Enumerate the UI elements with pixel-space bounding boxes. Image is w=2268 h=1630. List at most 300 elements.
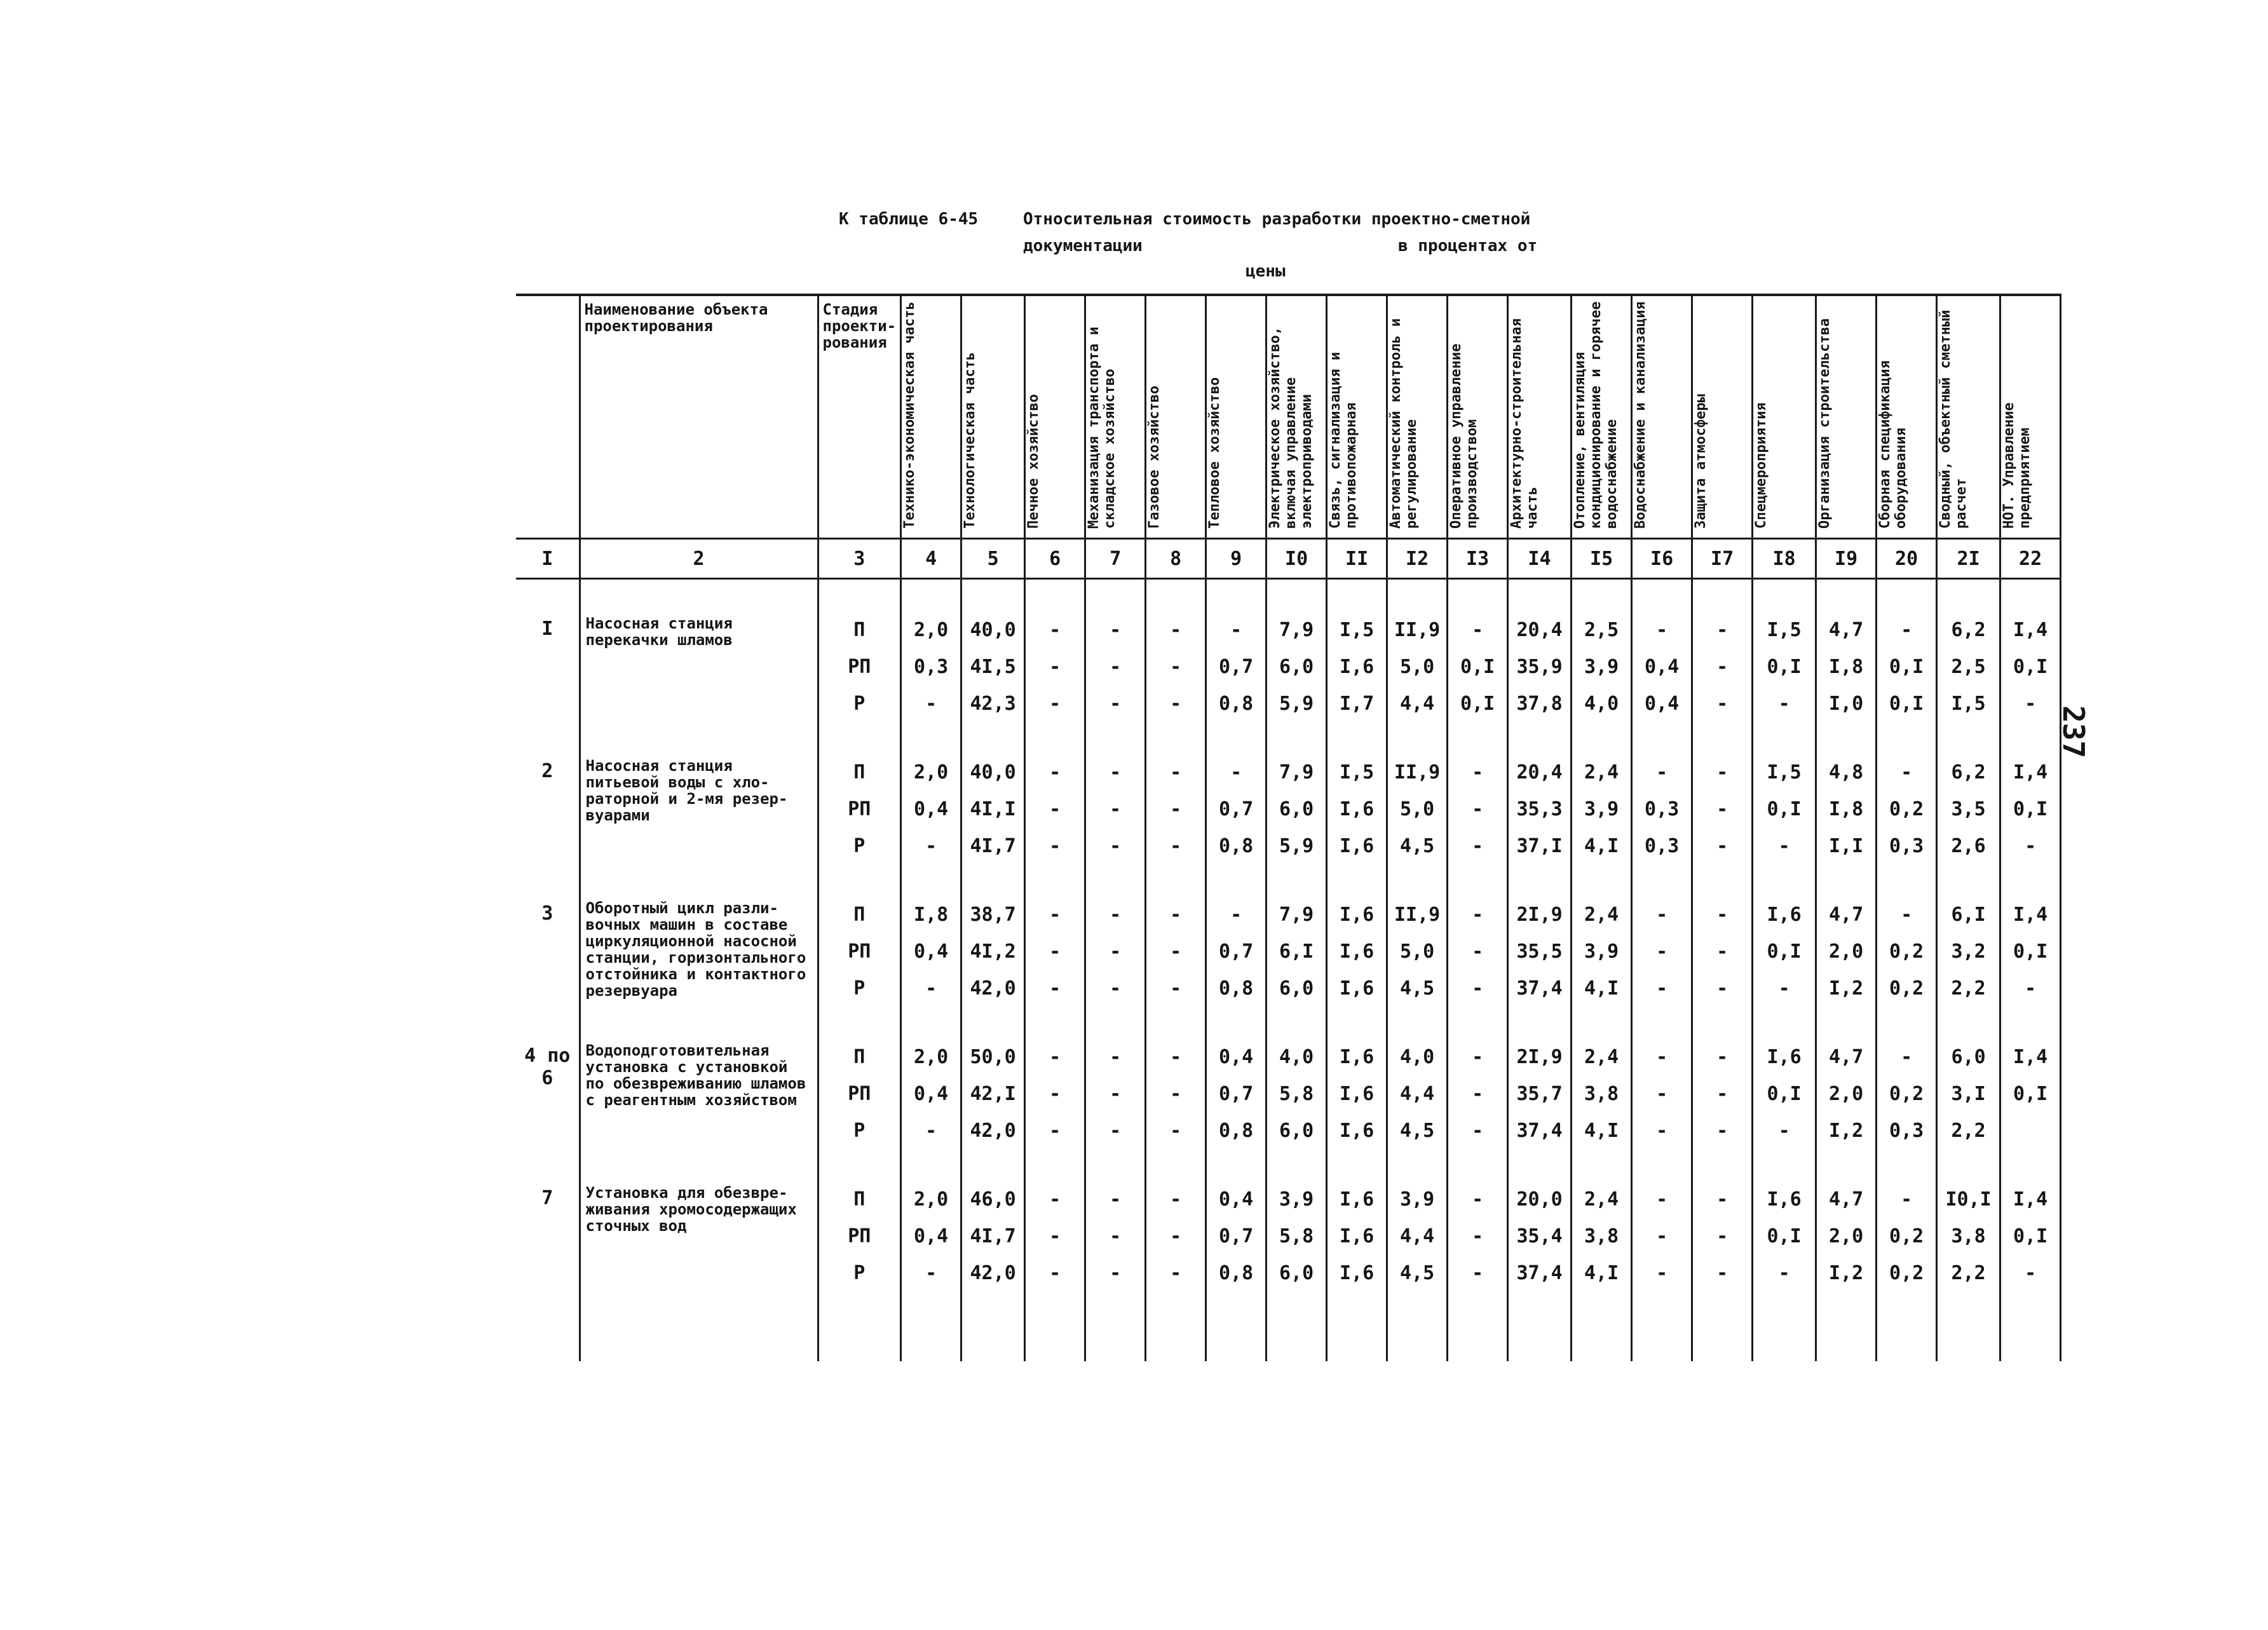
value-cell: - xyxy=(1632,1254,1692,1291)
spacer-cell xyxy=(1387,579,1448,612)
value-cell: II,9 xyxy=(1387,611,1448,648)
value-cell: 20,0 xyxy=(1508,1181,1572,1218)
spacer-cell xyxy=(818,1291,901,1361)
stage-cell: П xyxy=(818,1038,901,1075)
value-cell: 4,8 xyxy=(1816,754,1877,791)
value-cell: - xyxy=(1692,685,1753,722)
spacer-cell xyxy=(1753,864,1816,896)
column-number: 4 xyxy=(901,539,961,579)
stage-cell: Р xyxy=(818,1254,901,1291)
value-cell: 35,4 xyxy=(1508,1218,1572,1254)
column-number: I0 xyxy=(1266,539,1327,579)
value-cell: I,6 xyxy=(1327,791,1387,827)
value-cell: - xyxy=(1025,1075,1085,1112)
value-cell: I,6 xyxy=(1753,896,1816,933)
spacer-cell xyxy=(901,1291,961,1361)
spacer-cell xyxy=(1937,722,2000,754)
header-cell-rotated: Механизация транспорта и складское хозяйство xyxy=(1085,295,1146,539)
spacer-cell xyxy=(516,579,580,612)
spacer-cell xyxy=(1327,1149,1387,1181)
value-cell: - xyxy=(1692,827,1753,864)
value-cell: 3,8 xyxy=(1937,1218,2000,1254)
header-cell-rotated: Газовое хозяйство xyxy=(1146,295,1206,539)
spacer-cell xyxy=(961,579,1025,612)
spacer-cell xyxy=(1572,722,1632,754)
header-cell-stage xyxy=(818,295,901,539)
spacer-cell xyxy=(961,1149,1025,1181)
spacer-cell xyxy=(1937,864,2000,896)
table-title-line2b: в процентах от xyxy=(1398,236,1538,255)
value-cell: 0,2 xyxy=(1877,791,1937,827)
value-cell: 2,4 xyxy=(1572,1038,1632,1075)
spacer-cell xyxy=(1327,1007,1387,1038)
value-cell: 6,I xyxy=(1266,933,1327,970)
value-cell: - xyxy=(1632,1112,1692,1149)
spacer-cell xyxy=(1266,722,1327,754)
value-cell: - xyxy=(1146,1218,1206,1254)
value-cell: 0,4 xyxy=(1206,1181,1266,1218)
value-cell: - xyxy=(1025,1112,1085,1149)
spacer-cell xyxy=(580,1149,818,1181)
spacer-cell xyxy=(1387,1149,1448,1181)
spacer-cell xyxy=(516,1007,580,1038)
value-cell: 0,3 xyxy=(901,648,961,685)
value-cell: 0,8 xyxy=(1206,1254,1266,1291)
value-cell: I,6 xyxy=(1327,1181,1387,1218)
spacer-cell xyxy=(1877,1291,1937,1361)
spacer-cell xyxy=(1025,864,1085,896)
value-cell: - xyxy=(1753,1254,1816,1291)
value-cell: I,6 xyxy=(1327,970,1387,1007)
value-cell: - xyxy=(1632,611,1692,648)
value-cell: 42,0 xyxy=(961,1254,1025,1291)
header-label: Стадия проектирования xyxy=(822,301,897,351)
spacer-cell xyxy=(818,1007,901,1038)
value-cell: I,2 xyxy=(1816,1254,1877,1291)
spacer-row xyxy=(516,722,2061,754)
value-cell: 0,3 xyxy=(1877,1112,1937,1149)
value-cell: I,6 xyxy=(1327,896,1387,933)
value-cell: 0,I xyxy=(2000,648,2061,685)
object-number: 3 xyxy=(516,896,580,1007)
value-cell: 0,2 xyxy=(1877,933,1937,970)
spacer-cell xyxy=(901,1149,961,1181)
spacer-cell xyxy=(1025,1291,1085,1361)
value-cell: - xyxy=(1448,1254,1508,1291)
value-cell: - xyxy=(1085,970,1146,1007)
value-cell: - xyxy=(1448,1218,1508,1254)
value-cell: - xyxy=(1146,970,1206,1007)
value-cell: - xyxy=(1753,685,1816,722)
spacer-cell xyxy=(1327,722,1387,754)
value-cell: - xyxy=(1632,754,1692,791)
value-cell xyxy=(2000,1112,2061,1149)
spacer-cell xyxy=(1692,864,1753,896)
value-cell: - xyxy=(1448,1038,1508,1075)
value-cell: I,5 xyxy=(1753,611,1816,648)
value-cell: - xyxy=(1146,1038,1206,1075)
value-cell: - xyxy=(1692,611,1753,648)
value-cell: 0,I xyxy=(1753,1218,1816,1254)
spacer-cell xyxy=(1025,1149,1085,1181)
value-cell: 0,I xyxy=(2000,1075,2061,1112)
value-cell: 0,4 xyxy=(901,791,961,827)
spacer-cell xyxy=(1206,579,1266,612)
value-cell: - xyxy=(1025,970,1085,1007)
spacer-cell xyxy=(2000,1007,2061,1038)
spacer-cell xyxy=(1025,722,1085,754)
value-cell: 5,0 xyxy=(1387,791,1448,827)
value-cell: 4I,7 xyxy=(961,827,1025,864)
value-cell: 5,9 xyxy=(1266,827,1327,864)
value-cell: 0,I xyxy=(1753,933,1816,970)
object-number: 7 xyxy=(516,1181,580,1291)
spacer-cell xyxy=(1146,864,1206,896)
value-cell: I,6 xyxy=(1753,1038,1816,1075)
value-cell: - xyxy=(1448,970,1508,1007)
value-cell: 2,4 xyxy=(1572,1181,1632,1218)
spacer-cell xyxy=(2000,579,2061,612)
value-cell: 6,I xyxy=(1937,896,2000,933)
value-cell: 4I,7 xyxy=(961,1218,1025,1254)
value-cell: 2,0 xyxy=(1816,1075,1877,1112)
value-cell: 3,9 xyxy=(1572,791,1632,827)
spacer-cell xyxy=(1816,1149,1877,1181)
value-cell: 6,0 xyxy=(1266,970,1327,1007)
value-cell: - xyxy=(1085,1038,1146,1075)
value-cell: - xyxy=(1448,791,1508,827)
column-number-row xyxy=(516,539,2061,579)
spacer-cell xyxy=(1572,1291,1632,1361)
value-cell: 4,I xyxy=(1572,1112,1632,1149)
spacer-cell xyxy=(580,579,818,612)
value-cell: 0,4 xyxy=(1206,1038,1266,1075)
value-cell: 2,2 xyxy=(1937,970,2000,1007)
column-number: 22 xyxy=(2000,539,2061,579)
value-cell: 4,7 xyxy=(1816,611,1877,648)
spacer-cell xyxy=(2000,864,2061,896)
header-cell-rotated: Технологическая часть xyxy=(961,295,1025,539)
value-cell: 0,I xyxy=(1448,648,1508,685)
value-cell: - xyxy=(1632,1218,1692,1254)
value-cell: 0,8 xyxy=(1206,685,1266,722)
spacer-cell xyxy=(1266,1149,1327,1181)
header-cell-rotated: Печное хозяйство xyxy=(1025,295,1085,539)
value-cell: 2I,9 xyxy=(1508,896,1572,933)
value-cell: - xyxy=(1085,685,1146,722)
value-cell: 4,I xyxy=(1572,970,1632,1007)
value-cell: 0,7 xyxy=(1206,791,1266,827)
value-cell: - xyxy=(1146,611,1206,648)
column-number: 8 xyxy=(1146,539,1206,579)
value-cell: - xyxy=(1877,896,1937,933)
table-row xyxy=(516,896,2061,933)
spacer-cell xyxy=(1816,864,1877,896)
spacer-cell xyxy=(1508,579,1572,612)
table-row xyxy=(516,754,2061,791)
value-cell: 7,9 xyxy=(1266,611,1327,648)
value-cell: 4I,I xyxy=(961,791,1025,827)
value-cell: - xyxy=(1632,896,1692,933)
spacer-cell xyxy=(1146,1007,1206,1038)
spacer-cell xyxy=(1937,1291,2000,1361)
spacer-cell xyxy=(580,722,818,754)
value-cell: I,8 xyxy=(901,896,961,933)
value-cell: 0,I xyxy=(1753,791,1816,827)
value-cell: 6,0 xyxy=(1937,1038,2000,1075)
value-cell: - xyxy=(2000,1254,2061,1291)
header-cell-rotated: Сводный, объектный сметный расчет xyxy=(1937,295,2000,539)
spacer-cell xyxy=(1025,579,1085,612)
spacer-cell xyxy=(1448,579,1508,612)
spacer-cell xyxy=(961,722,1025,754)
spacer-cell xyxy=(1085,579,1146,612)
column-number: 3 xyxy=(818,539,901,579)
value-cell: - xyxy=(2000,970,2061,1007)
value-cell: - xyxy=(1448,1075,1508,1112)
value-cell: 0,7 xyxy=(1206,1075,1266,1112)
value-cell: - xyxy=(1692,648,1753,685)
value-cell: I,0 xyxy=(1816,685,1877,722)
stage-cell: П xyxy=(818,896,901,933)
value-cell: 0,I xyxy=(2000,1218,2061,1254)
stage-cell: Р xyxy=(818,970,901,1007)
value-cell: 42,3 xyxy=(961,685,1025,722)
value-cell: 2,0 xyxy=(1816,1218,1877,1254)
table-row xyxy=(516,611,2061,648)
value-cell: - xyxy=(1025,685,1085,722)
value-cell: - xyxy=(1448,827,1508,864)
spacer-cell xyxy=(1206,864,1266,896)
value-cell: 2,0 xyxy=(901,1038,961,1075)
spacer-cell xyxy=(1085,1291,1146,1361)
column-number: I8 xyxy=(1753,539,1816,579)
value-cell: 3,5 xyxy=(1937,791,2000,827)
value-cell: - xyxy=(1025,896,1085,933)
spacer-cell xyxy=(1508,1149,1572,1181)
spacer-cell xyxy=(1206,722,1266,754)
value-cell: 6,0 xyxy=(1266,791,1327,827)
value-cell: 50,0 xyxy=(961,1038,1025,1075)
value-cell: 0,I xyxy=(1448,685,1508,722)
value-cell: 6,2 xyxy=(1937,611,2000,648)
value-cell: - xyxy=(1692,896,1753,933)
header-cell-rotated: Тепловое хозяйство xyxy=(1206,295,1266,539)
value-cell: 3,9 xyxy=(1387,1181,1448,1218)
value-cell: - xyxy=(1632,933,1692,970)
value-cell: - xyxy=(901,970,961,1007)
value-cell: 2,6 xyxy=(1937,827,2000,864)
column-number: 7 xyxy=(1085,539,1146,579)
value-cell: I,4 xyxy=(2000,1181,2061,1218)
value-cell: 4,I xyxy=(1572,1254,1632,1291)
value-cell: 2,0 xyxy=(901,754,961,791)
spacer-cell xyxy=(1327,1291,1387,1361)
value-cell: 4,7 xyxy=(1816,1038,1877,1075)
spacer-row xyxy=(516,864,2061,896)
spacer-cell xyxy=(1753,722,1816,754)
value-cell: - xyxy=(1025,1218,1085,1254)
value-cell: I,6 xyxy=(1327,1075,1387,1112)
value-cell: 37,4 xyxy=(1508,970,1572,1007)
stage-cell: РП xyxy=(818,933,901,970)
spacer-cell xyxy=(1448,1291,1508,1361)
spacer-cell xyxy=(1206,1291,1266,1361)
spacer-cell xyxy=(1085,864,1146,896)
value-cell: - xyxy=(1146,791,1206,827)
value-cell: 20,4 xyxy=(1508,754,1572,791)
value-cell: 7,9 xyxy=(1266,754,1327,791)
page-number: 237 xyxy=(2056,705,2091,759)
object-number: I xyxy=(516,611,580,722)
spacer-row xyxy=(516,1149,2061,1181)
stage-cell: РП xyxy=(818,1075,901,1112)
object-name: Оборотный цикл разливочных машин в составе циркуляционной насосной станции, горизонтального отстойника и контактного резервуара xyxy=(580,896,818,1007)
value-cell: - xyxy=(1085,933,1146,970)
value-cell: - xyxy=(1146,827,1206,864)
value-cell: I,4 xyxy=(2000,1038,2061,1075)
value-cell: 37,8 xyxy=(1508,685,1572,722)
spacer-cell xyxy=(1937,579,2000,612)
value-cell: - xyxy=(1085,896,1146,933)
spacer-cell xyxy=(1387,722,1448,754)
spacer-cell xyxy=(1632,722,1692,754)
value-cell: 6,0 xyxy=(1266,648,1327,685)
value-cell: 4I,5 xyxy=(961,648,1025,685)
column-number: I4 xyxy=(1508,539,1572,579)
spacer-cell xyxy=(1632,1007,1692,1038)
value-cell: - xyxy=(1085,1075,1146,1112)
value-cell: - xyxy=(1025,611,1085,648)
column-number: 5 xyxy=(961,539,1025,579)
value-cell: 4,5 xyxy=(1387,970,1448,1007)
stage-cell: Р xyxy=(818,685,901,722)
spacer-cell xyxy=(1632,1149,1692,1181)
value-cell: I,5 xyxy=(1327,754,1387,791)
spacer-cell xyxy=(2000,1291,2061,1361)
column-number: 20 xyxy=(1877,539,1937,579)
value-cell: 0,I xyxy=(2000,933,2061,970)
value-cell: - xyxy=(1692,1038,1753,1075)
header-cell-rotated: Оперативное управление производством xyxy=(1448,295,1508,539)
object-name: Насосная станция питьевой воды с хлораторной и 2-мя резервуарами xyxy=(580,754,818,864)
column-number: I xyxy=(516,539,580,579)
value-cell: I,4 xyxy=(2000,896,2061,933)
header-cell-rotated: НОТ. Управление предприятием xyxy=(2000,295,2061,539)
value-cell: 46,0 xyxy=(961,1181,1025,1218)
value-cell: I,4 xyxy=(2000,611,2061,648)
value-cell: 0,4 xyxy=(1632,685,1692,722)
value-cell: - xyxy=(1692,1075,1753,1112)
value-cell: - xyxy=(1206,611,1266,648)
value-cell: - xyxy=(1692,754,1753,791)
value-cell: 35,3 xyxy=(1508,791,1572,827)
object-number: 4 по 6 xyxy=(516,1038,580,1149)
spacer-cell xyxy=(1266,864,1327,896)
spacer-cell xyxy=(961,864,1025,896)
spacer-cell xyxy=(1692,1291,1753,1361)
value-cell: - xyxy=(1632,1038,1692,1075)
value-cell: 37,4 xyxy=(1508,1254,1572,1291)
value-cell: 38,7 xyxy=(961,896,1025,933)
value-cell: - xyxy=(1146,896,1206,933)
value-cell: I,6 xyxy=(1327,1112,1387,1149)
value-cell: - xyxy=(1146,1254,1206,1291)
value-cell: - xyxy=(1146,933,1206,970)
spacer-cell xyxy=(1877,1007,1937,1038)
spacer-cell xyxy=(901,722,961,754)
spacer-cell xyxy=(1387,864,1448,896)
column-number: 9 xyxy=(1206,539,1266,579)
value-cell: 4,5 xyxy=(1387,1254,1448,1291)
value-cell: - xyxy=(1085,611,1146,648)
value-cell: - xyxy=(1025,1254,1085,1291)
value-cell: 4,5 xyxy=(1387,1112,1448,1149)
value-cell: 3,8 xyxy=(1572,1075,1632,1112)
value-cell: I,2 xyxy=(1816,970,1877,1007)
spacer-cell xyxy=(1085,1007,1146,1038)
value-cell: - xyxy=(1025,791,1085,827)
value-cell: 0,8 xyxy=(1206,970,1266,1007)
spacer-cell xyxy=(1448,1149,1508,1181)
value-cell: 0,I xyxy=(1877,648,1937,685)
spacer-cell xyxy=(901,579,961,612)
value-cell: I,8 xyxy=(1816,648,1877,685)
value-cell: 0,I xyxy=(1877,685,1937,722)
value-cell: I,6 xyxy=(1327,1218,1387,1254)
spacer-cell xyxy=(1816,1007,1877,1038)
value-cell: 0,4 xyxy=(901,1075,961,1112)
column-number: 2I xyxy=(1937,539,2000,579)
column-number: 2 xyxy=(580,539,818,579)
value-cell: 2,4 xyxy=(1572,754,1632,791)
value-cell: 35,7 xyxy=(1508,1075,1572,1112)
spacer-cell xyxy=(1146,1149,1206,1181)
value-cell: - xyxy=(1448,933,1508,970)
spacer-cell xyxy=(1448,722,1508,754)
table-title-line2: документации xyxy=(1023,236,1143,255)
value-cell: 3,9 xyxy=(1572,933,1632,970)
value-cell: - xyxy=(1692,791,1753,827)
value-cell: 4,4 xyxy=(1387,1075,1448,1112)
value-cell: 4,0 xyxy=(1387,1038,1448,1075)
value-cell: 5,0 xyxy=(1387,933,1448,970)
value-cell: 0,3 xyxy=(1632,827,1692,864)
value-cell: - xyxy=(1448,754,1508,791)
table-title-line1: Относительная стоимость разработки проектно-сметной xyxy=(1023,210,1531,229)
object-name: Установка для обезвреживания хромосодержащих сточных вод xyxy=(580,1181,818,1291)
cost-table xyxy=(516,294,2061,1361)
value-cell: - xyxy=(1448,896,1508,933)
spacer-cell xyxy=(818,722,901,754)
value-cell: - xyxy=(1877,611,1937,648)
value-cell: I,2 xyxy=(1816,1112,1877,1149)
value-cell: 4,4 xyxy=(1387,685,1448,722)
value-cell: 6,0 xyxy=(1266,1112,1327,1149)
value-cell: - xyxy=(1146,685,1206,722)
value-cell: - xyxy=(1025,1038,1085,1075)
value-cell: - xyxy=(1448,1181,1508,1218)
value-cell: - xyxy=(1085,827,1146,864)
spacer-cell xyxy=(1753,579,1816,612)
spacer-cell xyxy=(1572,579,1632,612)
spacer-cell xyxy=(1206,1149,1266,1181)
header-cell-rotated: Связь, сигнализация и противопожарная xyxy=(1327,295,1387,539)
stage-cell: П xyxy=(818,1181,901,1218)
spacer-cell xyxy=(1877,1149,1937,1181)
value-cell: 5,8 xyxy=(1266,1075,1327,1112)
value-cell: - xyxy=(1146,1112,1206,1149)
